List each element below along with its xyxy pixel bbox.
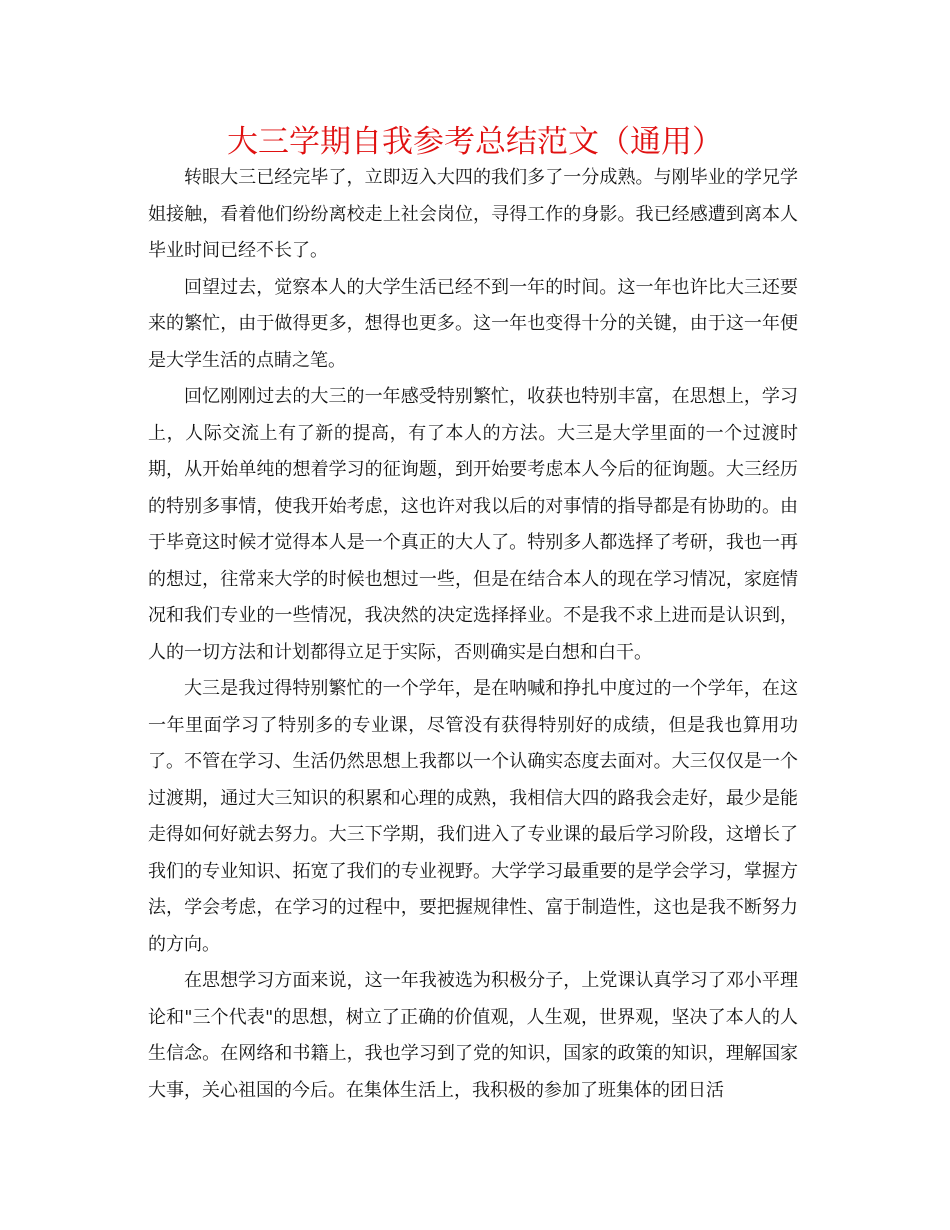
- paragraph-1: 转眼大三已经完毕了，立即迈入大四的我们多了一分成熟。与刚毕业的学兄学姐接触，看着他们纷纷离校走上社会岗位，寻得工作的身影。我已经感遭到离本人毕业时间已经不长了。: [148, 167, 798, 261]
- document-body: [148, 160, 798, 1109]
- paragraph-2: 回望过去，觉察本人的大学生活已经不到一年的时间。这一年也许比大三还要来的繁忙，由于做得更多，想得也更多。这一年也变得十分的关键，由于这一年便是大学生活的点睛之笔。: [148, 276, 798, 371]
- paragraph-3: 回忆刚刚过去的大三的一年感受特别繁忙，收获也特别丰富，在思想上，学习上，人际交流上有了新的提高，有了本人的方法。大三是大学里面的一个过渡时期，从开始单纯的想着学习的征询题，到开始要考虑本人今后的征询题。大三经历的特别多事情，使我开始考虑，这也许对我以后的对事情的指导都是有协助的。由于毕竟这时候才觉得本人是一个真正的大人了。特别多人都选择了考研，我也一再的想过，往常来大学的时候也想过一些，但是在结合本人的现在学习情况，家庭情况和我们专业的一些情况，我决然的决定选择择业。不是我不求上进而是认识到，人的一切方法和计划都得立足于实际，否则确实是白想和白干。: [148, 386, 798, 663]
- paragraph-4: 大三是我过得特别繁忙的一个学年，是在呐喊和挣扎中度过的一个学年，在这一年里面学习了特别多的专业课，尽管没有获得特别好的成绩，但是我也算用功了。不管在学习、生活仍然思想上我都以一个认确实态度去面对。大三仅仅是一个过渡期，通过大三知识的积累和心理的成熟，我相信大四的路我会走好，最少是能走得如何好就去努力。大三下学期，我们进入了专业课的最后学习阶段，这增长了我们的专业知识、拓宽了我们的专业视野。大学学习最重要的是学会学习，掌握方法，学会考虑，在学习的过程中，要把握规律性、富于制造性，这也是我不断努力的方向。: [148, 678, 798, 955]
- paragraph-5: 在思想学习方面来说，这一年我被选为积极分子，上党课认真学习了邓小平理论和"三个代表"的思想，树立了正确的价值观，人生观，世界观，坚决了本人的人生信念。在网络和书籍上，我也学习到了党的知识，国家的政策的知识，理解国家大事，关心祖国的今后。在集体生活上，我积极的参加了班集体的团日活: [148, 970, 798, 1101]
- document-title: 大三学期自我参考总结范文（通用）: [227, 124, 723, 160]
